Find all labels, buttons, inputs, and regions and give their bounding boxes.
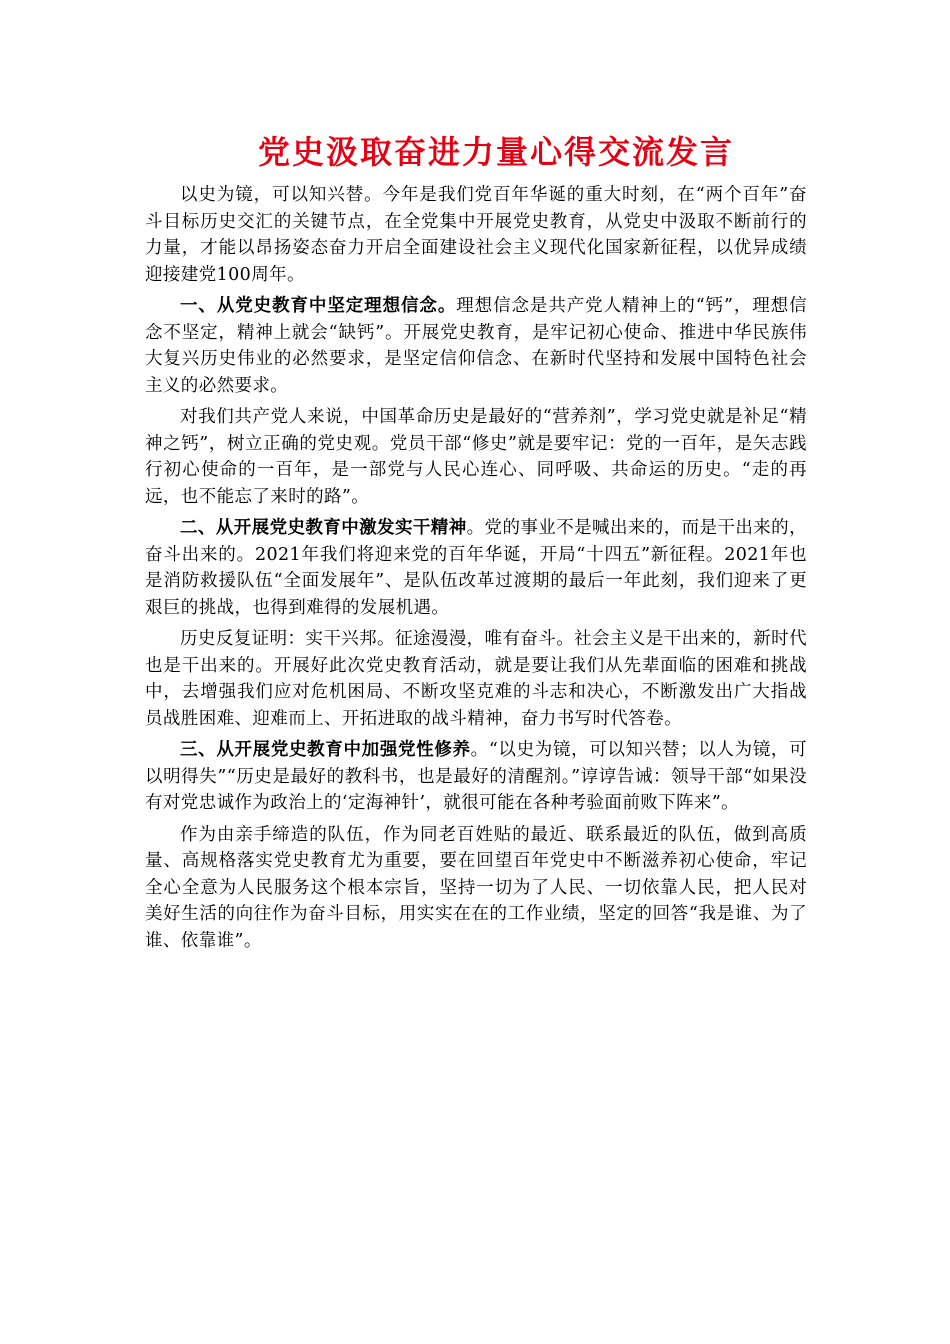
paragraph-text: 理想信念是共产党人精神上的“钙”，理想信念不坚定，精神上就会“缺钙”。开展党史教育，是牢记初心使命、推进中华民族伟大复兴历史伟业的必然要求，是坚定信仰信念、在新时代坚持和发展中国特色社会主义的必然要求。 [145,296,807,396]
paragraph-text: 作为由亲手缔造的队伍，作为同老百姓贴的最近、联系最近的队伍，做到高质量、高规格落实党史教育尤为重要，要在回望百年党史中不断滋养初心使命，牢记全心全意为人民服务这个根本宗旨，坚持一切为了人民、一切依靠人民，把人民对美好生活的向往作为奋斗目标，用实实在在的工作业绩，坚定的回答“我是谁、为了谁、依靠谁”。 [145,824,807,951]
paragraph-body [145,626,807,732]
paragraph-text: 历史反复证明：实干兴邦。征途漫漫，唯有奋斗。社会主义是干出来的，新时代也是干出来的。开展好此次党史教育活动，就是要让我们从先辈面临的困难和挑战中，去增强我们应对危机困局、不断攻坚克难的斗志和决心，不断激发出广大指战员战胜困难、迎难而上、开拓进取的战斗精神，奋力书写时代答卷。 [145,629,807,729]
section-heading: 一、从党史教育中坚定理想信念。 [180,296,457,316]
paragraph-text: 。党的事业不是喊出来的，而是干出来的，奋斗出来的。2021年我们将迎来党的百年华诞，开局“十四五”新征程。2021年也是消防救援队伍“全面发展年”、是队伍改革过渡期的最后一年此刻，我们迎来了更艰巨的挑战，也得到难得的发展机遇。 [145,518,807,618]
paragraph-intro [145,182,807,288]
paragraph-body [145,404,807,510]
document-page [145,130,807,959]
section-heading: 二、从开展党史教育中激发实干精神 [180,518,467,538]
paragraph-text: 对我们共产党人来说，中国革命历史是最好的“营养剂”，学习党史就是补足“精神之钙”，树立正确的党史观。党员干部“修史”就是要牢记：党的一百年，是矢志践行初心使命的一百年，是一部党与人民心连心、同呼吸、共命运的历史。“走的再远，也不能忘了来时的路”。 [145,407,807,507]
paragraph-section-1 [145,293,807,399]
paragraph-text: 以史为镜，可以知兴替。今年是我们党百年华诞的重大时刻，在“两个百年”奋斗目标历史交汇的关键节点，在全党集中开展党史教育，从党史中汲取不断前行的力量，才能以昂扬姿态奋力开启全面建设社会主义现代化国家新征程，以优异成绩迎接建党100周年。 [145,185,807,285]
paragraph-section-3 [145,737,807,817]
paragraph-section-2 [145,515,807,621]
paragraph-text: 。“以史为镜，可以知兴替；以人为镜，可以明得失”“历史是最好的教科书，也是最好的清醒剂。”谆谆告诫：领导干部“如果没有对党忠诚作为政治上的‘定海神针’，就很可能在各种考验面前败下阵来”。 [145,740,807,813]
section-heading: 三、从开展党史教育中加强党性修养 [180,740,471,760]
document-title: 党史汲取奋进力量心得交流发言 [257,133,734,171]
paragraph-body [145,822,807,955]
